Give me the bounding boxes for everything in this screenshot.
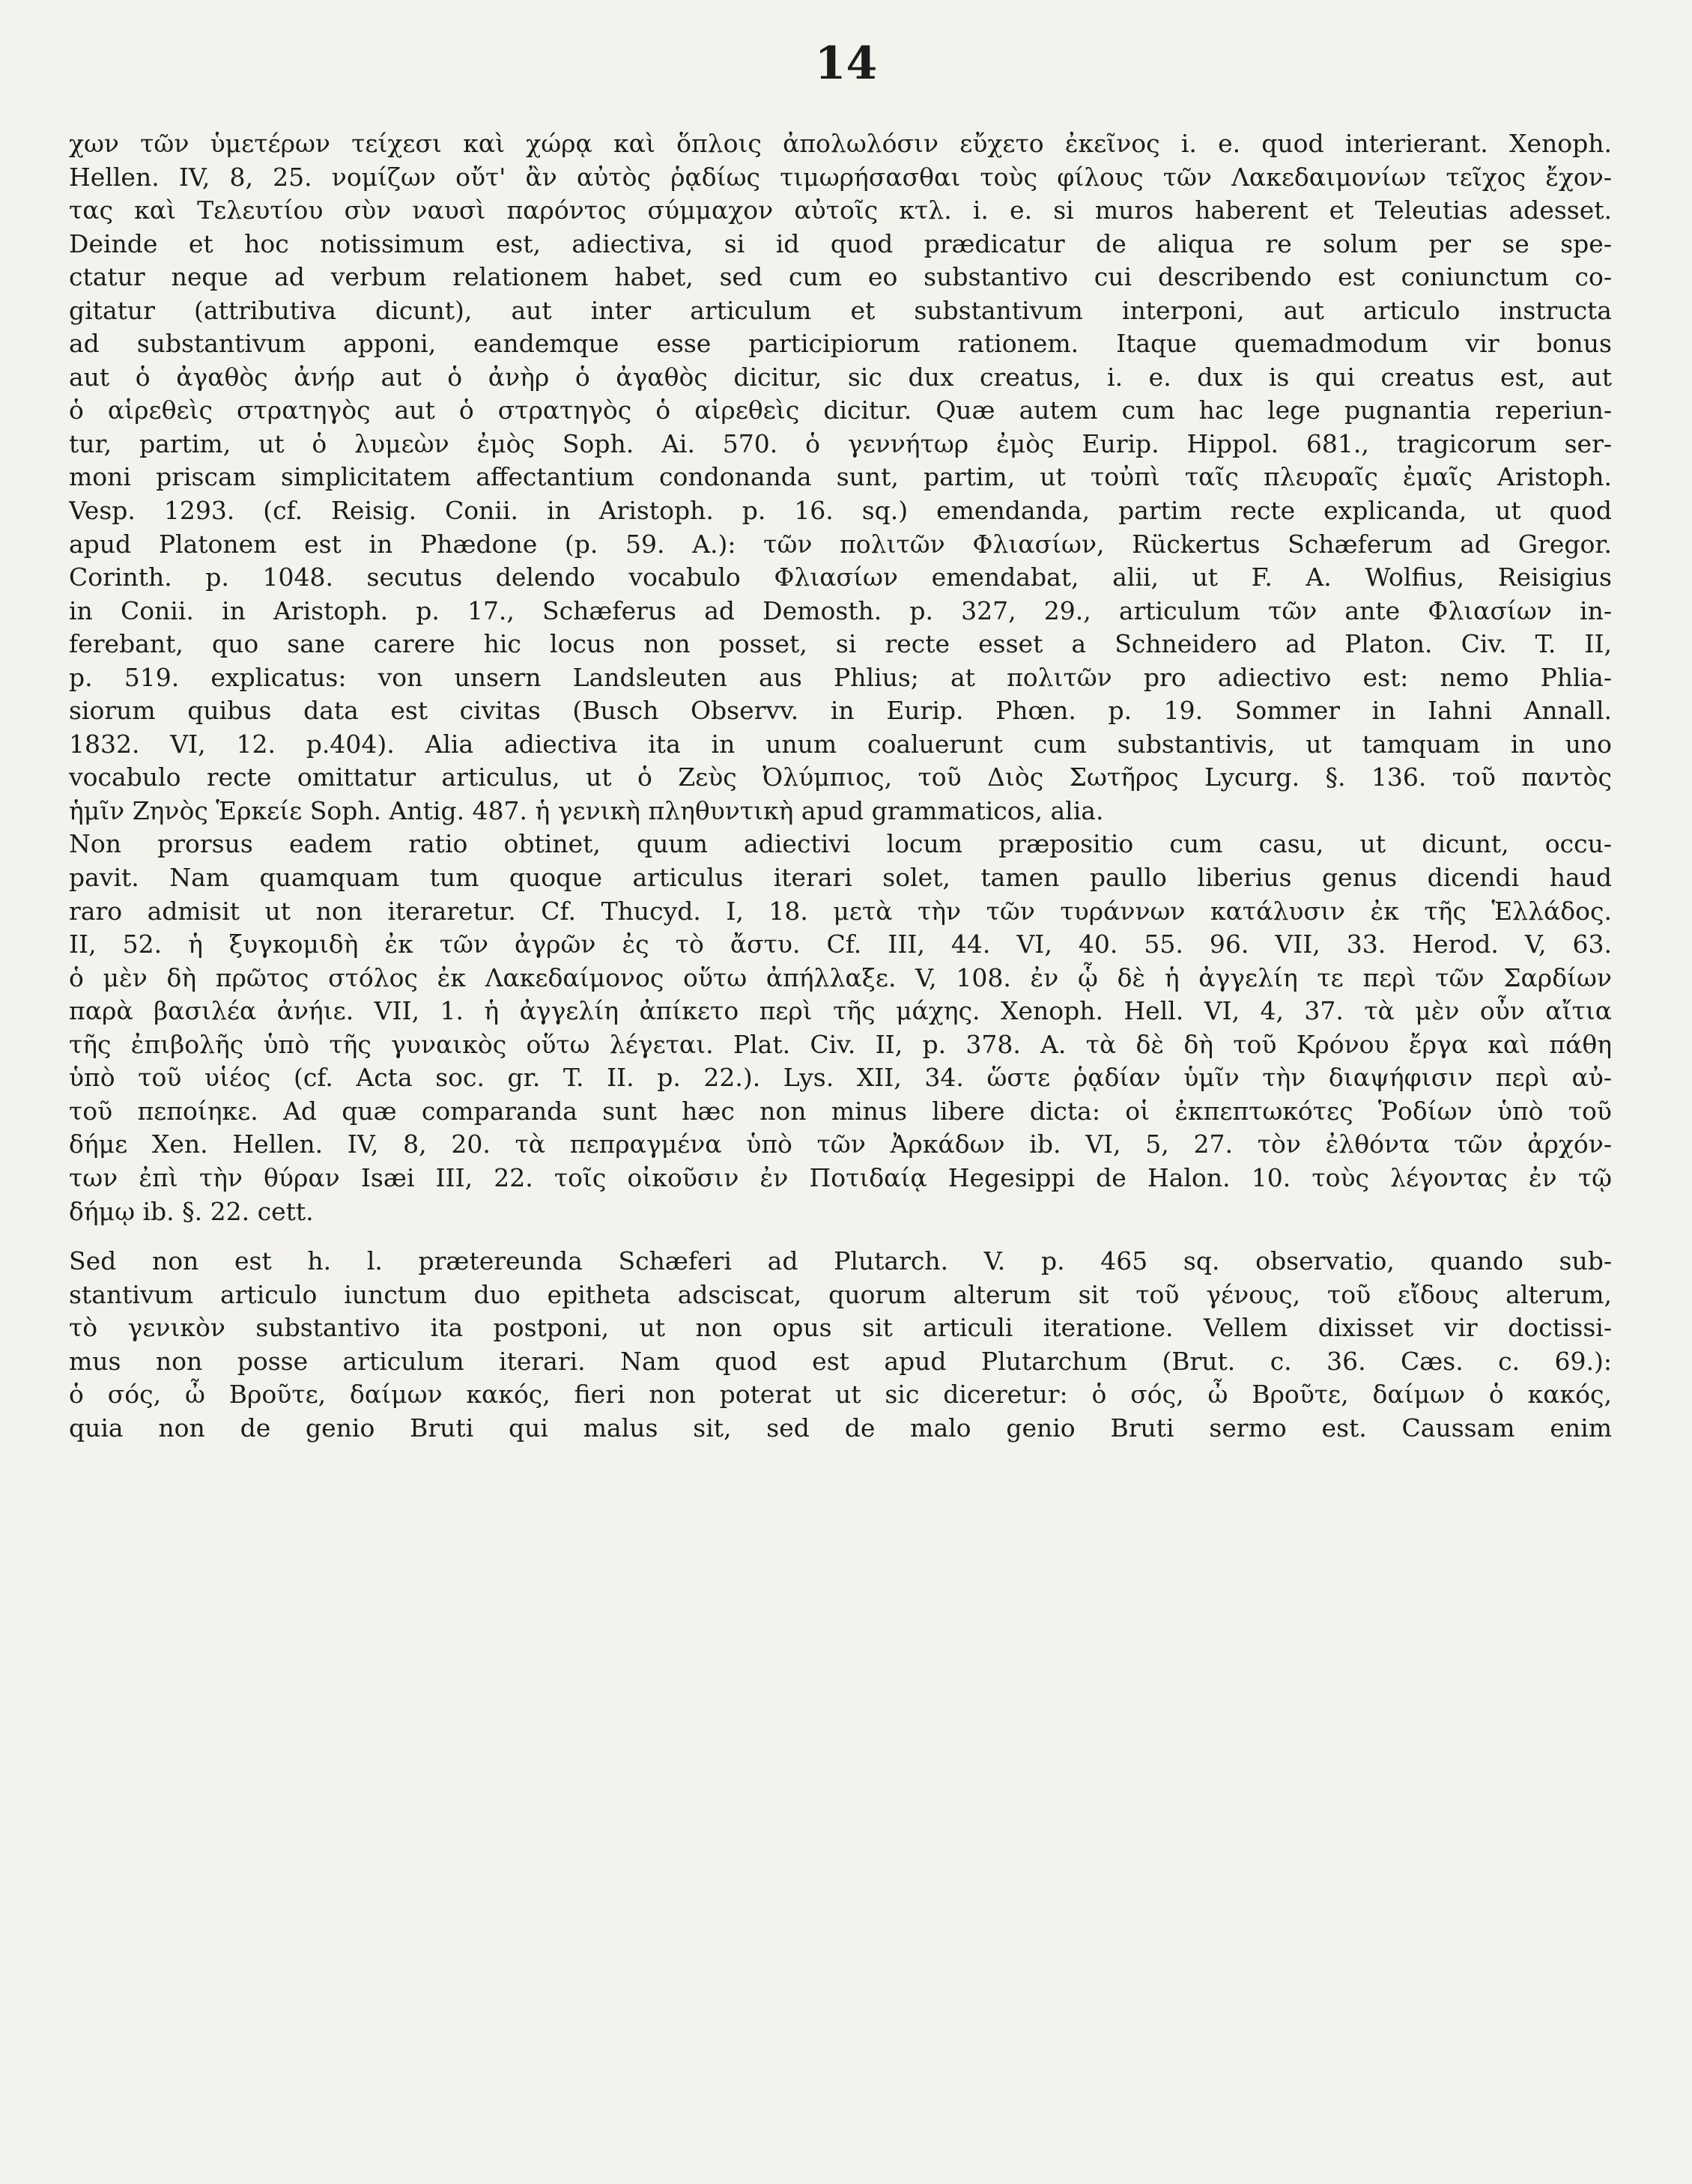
text-line: ctatur neque ad verbum relationem habet, sed cum eo substantivo cui describendo est coniunctum co- [69, 262, 1612, 292]
text-line: tur, partim, ut ὁ λυμεὼν ἐμὸς Soph. Ai. 570. ὁ γεννήτωρ ἐμὸς Eurip. Hippol. 681., tragicorum ser- [69, 428, 1612, 458]
text-line: τας καὶ Τελευτίου σὺν ναυσὶ παρόντος σύμμαχον αὐτοῖς κτλ. i. e. si muros haberent et Teleutias adesset. [69, 195, 1612, 225]
text-line: Sed non est h. l. prætereunda Schæferi ad Plutarch. V. p. 465 sq. observatio, quando sub- [69, 1246, 1612, 1276]
text-line: apud Platonem est in Phædone (p. 59. A.): τῶν πολιτῶν Φλιασίων, Rückertus Schæferum ad Gregor. [69, 529, 1612, 559]
text-line: aut ὁ ἀγαθὸς ἀνήρ aut ὁ ἀνὴρ ὁ ἀγαθὸς dicitur, sic dux creatus, i. e. dux is qui creatus est, aut [69, 362, 1612, 392]
text-line: quia non de genio Bruti qui malus sit, sed de malo genio Bruti sermo est. Caussam enim [69, 1413, 1612, 1443]
text-line: siorum quibus data est civitas (Busch Observv. in Eurip. Phœn. p. 19. Sommer in Iahni Annall. [69, 696, 1612, 726]
text-line: Deinde et hoc notissimum est, adiectiva, si id quod prædicatur de aliqua re solum per se spe- [69, 228, 1612, 258]
text-line: ferebant, quo sane carere hic locus non posset, si recte esset a Schneidero ad Platon. Civ. T. II, [69, 629, 1612, 659]
body-text [69, 127, 1612, 1445]
text-line: 1832. VI, 12. p.404). Alia adiectiva ita in unum coaluerunt cum substantivis, ut tamquam in uno [69, 729, 1612, 759]
text-line: vocabulo recte omittatur articulus, ut ὁ Ζεὺς Ὀλύμπιος, τοῦ Διὸς Σωτῆρος Lycurg. §. 136. τοῦ παντὸς [69, 762, 1612, 792]
text-line: p. 519. explicatus: von unsern Landsleuten aus Phlius; at πολιτῶν pro adiectivo est: nemo Phlia- [69, 662, 1612, 692]
text-line: Hellen. IV, 8, 25. νομίζων οὔτ' ἂν αὐτὸς ῥᾳδίως τιμωρήσασθαι τοὺς φίλους τῶν Λακεδαιμονίων τεῖχος ἔχον- [69, 162, 1612, 192]
text-line: stantivum articulo iunctum duo epitheta adsciscat, quorum alterum sit τοῦ γένους, τοῦ εἴδους alterum, [69, 1279, 1612, 1309]
page-number: 14 [814, 37, 878, 90]
text-line: δήμῳ ib. §. 22. cett. [69, 1196, 314, 1226]
paragraph-gap [69, 1228, 1612, 1245]
text-line: ὁ σός, ὦ Βροῦτε, δαίμων κακός, fieri non poterat ut sic diceretur: ὁ σός, ὦ Βροῦτε, δαίμων ὁ κακός, [69, 1380, 1612, 1410]
text-line: τῆς ἐπιβολῆς ὑπὸ τῆς γυναικὸς οὕτω λέγεται. Plat. Civ. II, p. 378. A. τὰ δὲ δὴ τοῦ Κρόνου ἔργα καὶ πάθη [69, 1029, 1612, 1059]
text-line: Vesp. 1293. (cf. Reisig. Conii. in Aristoph. p. 16. sq.) emendanda, partim recte explicanda, ut quod [69, 496, 1612, 526]
text-line: Non prorsus eadem ratio obtinet, quum adiectivi locum præpositio cum casu, ut dicunt, occu- [69, 829, 1612, 859]
text-line: των ἐπὶ τὴν θύραν Isæi III, 22. τοῖς οἰκοῦσιν ἐν Ποτιδαίᾳ Hegesippi de Halon. 10. τοὺς λέγοντας ἐν τῷ [69, 1162, 1612, 1192]
text-line: παρὰ βασιλέα ἀνήιε. VII, 1. ἡ ἀγγελίη ἀπίκετο περὶ τῆς μάχης. Xenoph. Hell. VI, 4, 37. τὰ μὲν οὖν αἴτια [69, 996, 1612, 1026]
text-line: ὑπὸ τοῦ υἱέος (cf. Acta soc. gr. T. II. p. 22.). Lys. XII, 34. ὥστε ῥᾳδίαν ὑμῖν τὴν διαψήφισιν περὶ αὐ- [69, 1063, 1612, 1093]
text-line: δήμε Xen. Hellen. IV, 8, 20. τὰ πεπραγμένα ὑπὸ τῶν Ἀρκάδων ib. VI, 5, 27. τὸν ἐλθόντα τῶν ἀρχόν- [69, 1129, 1612, 1159]
text-line: in Conii. in Aristoph. p. 17., Schæferus ad Demosth. p. 327, 29., articulum τῶν ante Φλιασίων in- [69, 595, 1612, 625]
text-line: ἡμῖν Ζηνὸς Ἑρκείε Soph. Antig. 487. ἡ γενικὴ πληθυντικὴ apud grammaticos, alia. [69, 795, 1104, 825]
text-line: Corinth. p. 1048. secutus delendo vocabulo Φλιασίων emendabat, alii, ut F. A. Wolfius, Reisigius [69, 562, 1612, 592]
text-line: ad substantivum apponi, eandemque esse participiorum rationem. Itaque quemadmodum vir bonus [69, 329, 1612, 359]
text-line: τὸ γενικὸν substantivo ita postponi, ut non opus sit articuli iteratione. Vellem dixisset vir doctissi- [69, 1313, 1612, 1343]
text-line: raro admisit ut non iteraretur. Cf. Thucyd. I, 18. μετὰ τὴν τῶν τυράννων κατάλυσιν ἐκ τῆς Ἑλλάδος. [69, 896, 1612, 926]
text-line: moni priscam simplicitatem affectantium condonanda sunt, partim, ut τοὐπὶ ταῖς πλευραῖς ἐμαῖς Aristoph. [69, 462, 1612, 492]
text-line: χων τῶν ὑμετέρων τείχεσι καὶ χώρᾳ καὶ ὅπλοις ἀπολωλόσιν εὔχετο ἐκεῖνος i. e. quod interierant. Xenoph. [69, 129, 1612, 158]
text-line: ὁ μὲν δὴ πρῶτος στόλος ἐκ Λακεδαίμονος οὕτω ἀπήλλαξε. V, 108. ἐν ᾧ δὲ ἡ ἀγγελίη τε περὶ τῶν Σαρδίων [69, 962, 1612, 992]
text-line: pavit. Nam quamquam tum quoque articulus iterari solet, tamen paullo liberius genus dicendi haud [69, 863, 1612, 893]
text-line: mus non posse articulum iterari. Nam quod est apud Plutarchum (Brut. c. 36. Cæs. c. 69.): [69, 1346, 1612, 1376]
text-line: τοῦ πεποίηκε. Ad quæ comparanda sunt hæc non minus libere dicta: οἱ ἐκπεπτωκότες Ῥοδίων ὑπὸ τοῦ [69, 1096, 1612, 1126]
text-line: gitatur (attributiva dicunt), aut inter articulum et substantivum interponi, aut articulo instructa [69, 295, 1612, 325]
text-line: ὁ αἱρεθεὶς στρατηγὸς aut ὁ στρατηγὸς ὁ αἱρεθεὶς dicitur. Quæ autem cum hac lege pugnantia reperiun- [69, 395, 1612, 425]
text-line: II, 52. ἡ ξυγκομιδὴ ἐκ τῶν ἀγρῶν ἐς τὸ ἄστυ. Cf. III, 44. VI, 40. 55. 96. VII, 33. Herod. V, 63. [69, 929, 1612, 959]
